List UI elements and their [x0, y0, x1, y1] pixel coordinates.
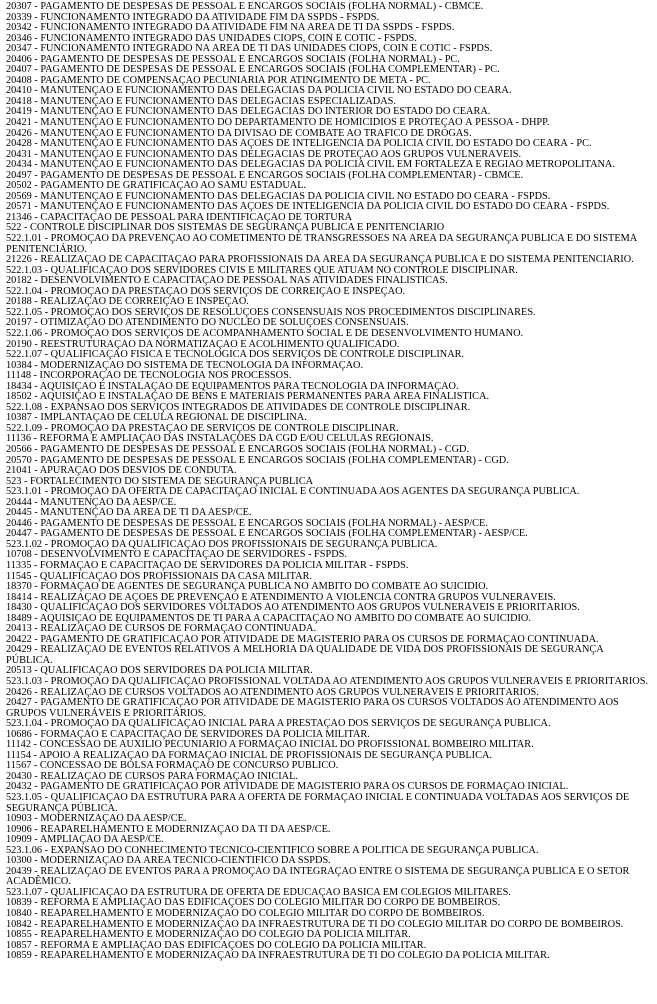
document-line: 20421 - MANUTENÇÃO E FUNCIONAMENTO DO DEPARTAMENTO DE HOMICÍDIOS E PROTEÇÃO À PESSOA - DHPP. — [6, 118, 550, 129]
document-line: 10859 - REAPARELHAMENTO E MODERNIZAÇÃO DA INFRAESTRUTURA DE TI DO COLÉGIO DA POLÍCIA MILITAR. — [6, 951, 550, 962]
document-line: 10909 - AMPLIAÇÃO DA AESP/CE. — [6, 835, 164, 846]
document-line: 523.1.03 - PROMOÇÃO DA QUALIFICAÇÃO PROFISSIONAL VOLTADA AO ATENDIMENTO AOS GRUPOS VULNERÁVEIS E PRIORITÁRIOS. — [6, 677, 649, 687]
document-line: 20419 - MANUTENÇÃO E FUNCIONAMENTO DAS DELEGACIAS DO INTERIOR DO ESTADO DO CEARÁ. — [6, 107, 491, 118]
document-line: 20439 - REALIZAÇÃO DE EVENTOS PARA A PROMOÇÃO DA INTEGRAÇÃO ENTRE O SISTEMA DE SEGURANÇA PÚBLICA E O SETOR ACADÊMICO. — [6, 866, 630, 888]
document-line: 20444 - MANUTENÇÃO DA AESP/CE. — [6, 497, 177, 508]
document-line: 20418 - MANUTENÇÃO E FUNCIONAMENTO DAS DELEGACIAS ESPECIALIZADAS. — [6, 96, 396, 107]
document-line: 20571 - MANUTENÇÃO E FUNCIONAMENTO DAS AÇÕES DE INTELIGÊNCIA DA POLÍCIA CIVIL DO ESTADO DO CEARÁ - FSPDS. — [6, 202, 610, 213]
document-line: 18502 - AQUISIÇÃO E INSTALAÇÃO DE BENS E MATERIAIS PERMANENTES PARA ÁREA FINALÍSTICA. — [6, 392, 490, 403]
document-line: 523.1.06 - EXPANSÃO DO CONHECIMENTO TÉCNICO-CIENTÍFICO SOBRE A POLÍTICA DE SEGURANÇA PÚBLICA. — [6, 845, 539, 856]
document-line: 10839 - REFORMA E AMPLIAÇÃO DAS EDIFICAÇÕES DO COLÉGIO MILITAR DO CORPO DE BOMBEIROS. — [6, 898, 501, 909]
document-line: 20190 - REESTRUTURAÇÃO DA NORMATIZAÇÃO E ACOLHIMENTO QUALIFICADO. — [6, 339, 400, 350]
document-line: 20566 - PAGAMENTO DE DESPESAS DE PESSOAL E ENCARGOS SOCIAIS (FOLHA NORMAL) - CGD. — [6, 444, 470, 455]
document-line: 21041 - APURAÇÃO DOS DESVIOS DE CONDUTA. — [6, 466, 237, 477]
document-line: 20408 - PAGAMENTO DE COMPENSAÇÃO PECUNIÁRIA POR ATINGIMENTO DE META - PC. — [6, 75, 431, 86]
document-line: 20430 - REALIZAÇÃO DE CURSOS PARA FORMAÇÃO INICIAL. — [6, 771, 298, 782]
document-line: 20406 - PAGAMENTO DE DESPESAS DE PESSOAL E ENCARGOS SOCIAIS (FOLHA NORMAL) - PC. — [6, 54, 460, 65]
document-line: 21346 - CAPACITAÇÃO DE PESSOAL PARA IDENTIFICAÇÃO DE TORTURA — [6, 212, 353, 223]
document-line: 18434 - AQUISIÇÃO E INSTALAÇÃO DE EQUIPAMENTOS PARA TECNOLOGIA DA INFORMAÇÃO. — [6, 381, 459, 392]
document-line: 20426 - MANUTENÇÃO E FUNCIONAMENTO DA DIVISÃO DE COMBATE AO TRÁFICO DE DROGAS. — [6, 128, 472, 139]
document-line: 20422 - PAGAMENTO DE GRATIFICAÇÃO POR ATIVIDADE DE MAGISTÉRIO PARA OS CURSOS DE FORMAÇÃO CONTINUADA. — [6, 634, 599, 645]
document-line: 10857 - REFORMA E AMPLIAÇÃO DAS EDIFICAÇÕES DO COLÉGIO DA POLÍCIA MILITAR. — [6, 940, 427, 951]
document-line: 523.1.05 - QUALIFICAÇÃO DA ESTRUTURA PARA A OFERTA DE FORMAÇÃO INICIAL E CONTINUADA VOLTADAS AOS SERVIÇOS DE SEGURANÇA PÚBLICA. — [6, 793, 630, 814]
document-line: 10855 - REAPARELHAMENTO E MODERNIZAÇÃO DO COLÉGIO DA POLÍCIA MILITAR. — [6, 930, 411, 941]
document-line: 20446 - PAGAMENTO DE DESPESAS DE PESSOAL E ENCARGOS SOCIAIS (FOLHA NORMAL) - AESP/CE. — [6, 518, 488, 529]
document-line: 20429 - REALIZAÇÃO DE EVENTOS RELATIVOS À MELHORIA DA QUALIDADE DE VIDA DOS PROFISSIONAIS DE SEGURANÇA PÚBLICA. — [6, 645, 604, 666]
document-line: 18489 - AQUISIÇÃO DE EQUIPAMENTOS DE TI PARA A CAPACITAÇÃO NO ÂMBITO DO COMBATE AO SUICÍDIO. — [6, 613, 531, 624]
document-line: 523 - FORTALECIMENTO DO SISTEMA DE SEGURANÇA PÚBLICA — [6, 476, 314, 487]
document-line: 522.1.08 - EXPANSÃO DOS SERVIÇOS INTEGRADOS DE ATIVIDADES DE CONTROLE DISCIPLINAR. — [6, 402, 471, 413]
document-line: 20427 - PAGAMENTO DE GRATIFICAÇÃO POR ATIVIDADE DE MAGISTÉRIO PARA OS CURSOS VOLTADOS AO ATENDIMENTO AOS GRUPOS VULNERÁVEIS E PRIORITÁRIOS. — [6, 698, 619, 719]
document-line: 522.1.07 - QUALIFICAÇÃO FÍSICA E TECNOLÓGICA DOS SERVIÇOS DE CONTROLE DISCIPLINAR. — [6, 350, 465, 361]
document-line: 20428 - MANUTENÇÃO E FUNCIONAMENTO DAS AÇÕES DE INTELIGÊNCIA DA POLÍCIA CIVIL DO ESTADO DO CEARÁ - PC. — [6, 139, 592, 150]
document-line: 20445 - MANUTENÇÃO DA ÁREA DE TI DA AESP/CE. — [6, 508, 252, 519]
document-line: 523.1.01 - PROMOÇÃO DA OFERTA DE CAPACITAÇÃO INICIAL E CONTINUADA AOS AGENTES DA SEGURANÇA PÚBLICA. — [6, 487, 580, 498]
document-line: 20197 - OTIMIZAÇÃO DO ATENDIMENTO DO NÚCLEO DE SOLUÇÕES CONSENSUAIS. — [6, 318, 409, 329]
document-line: 10903 - MODERNIZAÇÃO DA AESP/CE. — [6, 814, 187, 825]
document-line: 10840 - REAPARELHAMENTO E MODERNIZAÇÃO DO COLÉGIO MILITAR DO CORPO DE BOMBEIROS. — [6, 909, 485, 920]
document-line: 20431 - MANUTENÇÃO E FUNCIONAMENTO DAS DELEGACIAS DE PROTEÇÃO AOS GRUPOS VULNERÁVEIS. — [6, 149, 522, 160]
document-line: 20407 - PAGAMENTO DE DESPESAS DE PESSOAL E ENCARGOS SOCIAIS (FOLHA COMPLEMENTAR) - PC. — [6, 65, 500, 76]
document-line: 10842 - REAPARELHAMENTO E MODERNIZAÇÃO DA INFRAESTRUTURA DE TI DO COLÉGIO MILITAR DO CORPO DE BOMBEIROS. — [6, 919, 624, 930]
document-line: 20307 - PAGAMENTO DE DESPESAS DE PESSOAL E ENCARGOS SOCIAIS (FOLHA NORMAL) - CBMCE. — [6, 2, 484, 12]
document-line: 20188 - REALIZAÇÃO DE CORREIÇÃO E INSPEÇÃO. — [6, 297, 249, 308]
document-line: 522.1.01 - PROMOÇÃO DA PREVENÇÃO AO COMETIMENTO DE TRANSGRESSÕES NA ÁREA DA SEGURANÇA PÚBLICA E DO SISTEMA PENITENCIÁRIO. — [6, 234, 637, 255]
document-line: 522.1.09 - PROMOÇÃO DA PRESTAÇÃO DE SERVIÇOS DE CONTROLE DISCIPLINAR. — [6, 423, 399, 434]
document-line: 20346 - FUNCIONAMENTO INTEGRADO DAS UNIDADES CIOPS, COIN E COTIC - FSPDS. — [6, 33, 417, 44]
document-line: 20432 - PAGAMENTO DE GRATIFICAÇÃO POR ATIVIDADE DE MAGISTÉRIO PARA OS CURSOS DE FORMAÇÃO INICIAL. — [6, 782, 569, 793]
document-line: 523.1.04 - PROMOÇÃO DA QUALIFICAÇÃO INICIAL PARA A PRESTAÇÃO DOS SERVIÇOS DE SEGURANÇA PÚBLICA. — [6, 719, 551, 730]
document-line: 20569 - MANUTENÇÃO E FUNCIONAMENTO DAS DELEGACIAS DA POLÍCIA CIVIL NO ESTADO DO CEARÁ - FSPDS. — [6, 191, 551, 202]
document-line: 20413 - REALIZAÇÃO DE CURSOS DE FORMAÇÃO CONTINUADA. — [6, 624, 317, 635]
document-line: 522.1.05 - PROMOÇÃO DOS SERVIÇOS DE RESOLUÇÕES CONSENSUAIS NOS PROCEDIMENTOS DISCIPLINARES. — [6, 307, 536, 318]
document-line: 18430 - QUALIFICAÇÃO DOS SERVIDORES VOLTADOS AO ATENDIMENTO AOS GRUPOS VULNERÁVEIS E PRIORITÁRIOS. — [6, 603, 580, 614]
document-line: 20339 - FUNCIONAMENTO INTEGRADO DA ATIVIDADE FIM DA SSPDS - FSPDS. — [6, 12, 380, 23]
document-line: 20497 - PAGAMENTO DE DESPESAS DE PESSOAL E ENCARGOS SOCIAIS (FOLHA COMPLEMENTAR) - CBMCE. — [6, 170, 524, 181]
document-line: 522.1.04 - PROMOÇÃO DA PRESTAÇÃO DOS SERVIÇOS DE CORREIÇÃO E INSPEÇÃO. — [6, 286, 406, 297]
document-line: 10686 - FORMAÇÃO E CAPACITAÇÃO DE SERVIDORES DA POLÍCIA MILITAR. — [6, 729, 370, 740]
document-line: 11148 - INCORPORAÇÃO DE TECNOLOGIA NOS PROCESSOS. — [6, 371, 292, 382]
document-line: 20447 - PAGAMENTO DE DESPESAS DE PESSOAL E ENCARGOS SOCIAIS (FOLHA COMPLEMENTAR) - AESP/CE. — [6, 529, 528, 540]
document-line: 20410 - MANUTENÇÃO E FUNCIONAMENTO DAS DELEGACIAS DA POLÍCIA CIVIL NO ESTADO DO CEARÁ. — [6, 86, 512, 97]
document-line: 10387 - IMPLANTAÇÃO DE CÉLULA REGIONAL DE DISCIPLINA. — [6, 413, 307, 424]
document-line: 11545 - QUALIFICAÇÃO DOS PROFISSIONAIS DA CASA MILITAR. — [6, 571, 313, 582]
document-line: 20434 - MANUTENÇÃO E FUNCIONAMENTO DAS DELEGACIAS DA POLÍCIA CIVIL EM FORTALEZA E REGIÃO METROPOLITANA. — [6, 160, 615, 171]
document-line: 523.1.02 - PROMOÇÃO DA QUALIFICAÇÃO DOS PROFISSIONAIS DE SEGURANÇA PÚBLICA. — [6, 539, 438, 550]
document-line: 11335 - FORMAÇÃO E CAPACITAÇÃO DE SERVIDORES DA POLÍCIA MILITAR - FSPDS. — [6, 560, 409, 571]
document-line: 20182 - DESENVOLVIMENTO E CAPACITAÇÃO DE PESSOAL NAS ATIVIDADES FINALÍSTICAS. — [6, 276, 448, 287]
document-line: 522.1.03 - QUALIFICAÇÃO DOS SERVIDORES CIVIS E MILITARES QUE ATUAM NO CONTROLE DISCIPLINAR. — [6, 265, 518, 276]
document-line: 20426 - REALIZAÇÃO DE CURSOS VOLTADOS AO ATENDIMENTO AOS GRUPOS VULNERÁVEIS E PRIORITÁRIOS. — [6, 687, 539, 698]
document-line: 11142 - CONCESSÃO DE AUXÍLIO PECUNIÁRIO A FORMAÇÃO INICIAL DO PROFISSIONAL BOMBEIRO MILITAR. — [6, 740, 534, 751]
document-line: 523.1.07 - QUALIFICAÇÃO DA ESTRUTURA DE OFERTA DE EDUCAÇÃO BÁSICA EM COLÉGIOS MILITARES. — [6, 887, 511, 898]
document-line: 11567 - CONCESSÃO DE BOLSA FORMAÇÃO DE CONCURSO PÚBLICO. — [6, 761, 339, 772]
document-line: 10384 - MODERNIZAÇÃO DO SISTEMA DE TECNOLOGIA DA INFORMAÇÃO. — [6, 360, 364, 371]
document-line: 10300 - MODERNIZAÇÃO DA ÁREA TÉCNICO-CIENTÍFICO DA SSPDS. — [6, 856, 331, 867]
document-line: 522 - CONTROLE DISCIPLINAR DOS SISTEMAS DE SEGURANÇA PÚBLICA E PENITENCIÁRIO — [6, 223, 445, 234]
document-line: 10708 - DESENVOLVIMENTO E CAPACITAÇÃO DE SERVIDORES - FSPDS. — [6, 550, 347, 561]
document-line: 20342 - FUNCIONAMENTO INTEGRADO DA ATIVIDADE FIM NA ÁREA DE TI DA SSPDS - FSPDS. — [6, 23, 455, 34]
document-line: 21226 - REALIZAÇÃO DE CAPACITAÇÃO PARA PROFISSIONAIS DA ÁREA DA SEGURANÇA PÚBLICA E DO SISTEMA PENITENCIÁRIO. — [6, 255, 634, 266]
document-line: 20570 - PAGAMENTO DE DESPESAS DE PESSOAL E ENCARGOS SOCIAIS (FOLHA COMPLEMENTAR) - CGD. — [6, 455, 509, 466]
document-line: 20502 - PAGAMENTO DE GRATIFICAÇÃO AO SAMU ESTADUAL. — [6, 181, 307, 192]
document-line: 11136 - REFORMA E AMPLIAÇÃO DAS INSTALAÇÕES DA CGD E/OU CÉLULAS REGIONAIS. — [6, 434, 434, 445]
document-line: 18370 - FORMAÇÃO DE AGENTES DE SEGURANÇA PÚBLICA NO ÂMBITO DO COMBATE AO SUICÍDIO. — [6, 582, 489, 593]
document-line: 11154 - APOIO À REALIZAÇÃO DA FORMAÇÃO INICIAL DE PROFISSIONAIS DE SEGURANÇA PÚBLICA. — [6, 750, 492, 761]
document-line: 522.1.06 - PROMOÇÃO DOS SERVIÇOS DE ACOMPANHAMENTO SOCIAL E DE DESENVOLVIMENTO HUMANO. — [6, 328, 524, 339]
document-line: 20347 - FUNCIONAMENTO INTEGRADO NA ÁREA DE TI DAS UNIDADES CIOPS, COIN E COTIC - FSPDS. — [6, 44, 493, 55]
document-line: 10906 - REAPARELHAMENTO E MODERNIZAÇÃO DA TI DA AESP/CE. — [6, 824, 331, 835]
document-line: 18414 - REALIZAÇÃO DE AÇÕES DE PREVENÇÃO E ATENDIMENTO À VIOLÊNCIA CONTRA GRUPOS VULNERÁVEIS. — [6, 592, 556, 603]
document-line: 20513 - QUALIFICAÇÃO DOS SERVIDORES DA POLÍCIA MILITAR. — [6, 666, 313, 677]
